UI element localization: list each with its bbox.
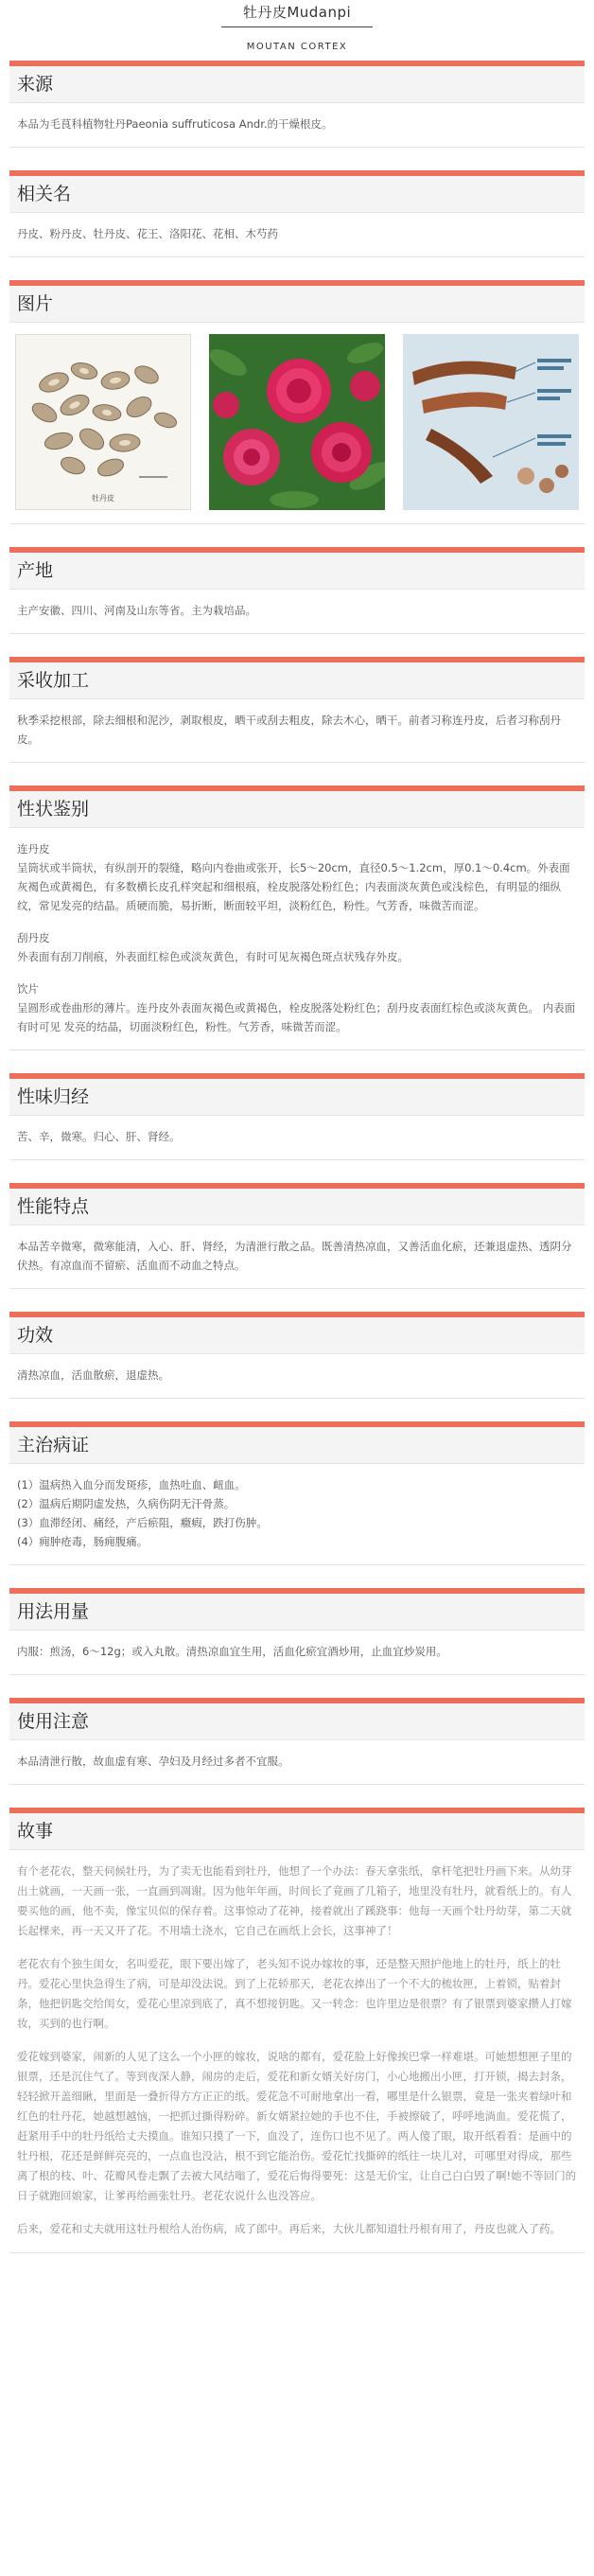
section-text: 本品为毛茛科植物牡丹Paeonia suffruticosa Andr.的干燥根皮。	[9, 103, 585, 148]
section-heading: 用法用量	[9, 1594, 585, 1631]
paragraph-title: 饮片	[17, 982, 39, 996]
section-usage	[9, 1588, 585, 1675]
section-source	[9, 61, 585, 148]
section-heading: 图片	[9, 286, 585, 323]
section-nature	[9, 1073, 585, 1160]
identification-paragraph	[17, 928, 577, 966]
root-bark-diagram-image[interactable]	[403, 334, 579, 510]
section-heading: 来源	[9, 66, 585, 103]
section-heading: 性能特点	[9, 1189, 585, 1226]
section-text: 内服：煎汤，6～12g；或入丸散。清热凉血宜生用，活血化瘀宜酒炒用，止血宜炒炭用。	[9, 1631, 585, 1675]
paragraph-text: 外表面有刮刀削痕，外表面红棕色或淡灰黄色，有时可见灰褐色斑点状残存外皮。	[17, 950, 409, 963]
story-paragraph: 后来，爱花和丈夫就用这牡丹根给人治伤病，成了郎中。再后来，大伙儿都知道牡丹根有用了，丹皮也就入了药。	[17, 2222, 561, 2235]
page-subtitle: MOUTAN CORTEX	[246, 42, 348, 52]
title-divider	[221, 26, 373, 27]
section-heading: 主治病证	[9, 1427, 585, 1464]
paragraph-title: 连丹皮	[17, 842, 50, 856]
image-caption: 牡丹皮	[92, 494, 114, 503]
section-characteristics	[9, 1183, 585, 1289]
section-heading: 相关名	[9, 176, 585, 213]
identification-paragraph	[17, 979, 577, 1036]
list-item: (4）痈肿疮毒，肠痈腹痛。	[17, 1535, 148, 1548]
story-paragraph: 有个老花农，整天伺候牡丹，为了卖无也能看到牡丹，他想了一个办法：春天拿张纸，拿杆笔把牡丹画下来。从幼芽出土就画，一天画一张，一直画到凋谢。因为他年年画，时间长了竟画了几箱子，地里没有牡丹，就看纸上的。有人要买他的画，他不卖，像宝贝似的保存着。这事惊动了花神，接着就出了蹊跷事：他每一天画个牡丹幼芽，第二天就长起棵来，再一天又开了花。不用墙土浇水，它自己在画纸上会长，这事神了！	[17, 1864, 572, 1937]
section-harvest	[9, 657, 585, 763]
section-text: 主产安徽、四川、河南及山东等省。主为栽培品。	[9, 590, 585, 634]
section-caution	[9, 1698, 585, 1785]
section-origin	[9, 547, 585, 634]
section-images	[9, 280, 585, 524]
section-heading: 性状鉴别	[9, 791, 585, 828]
section-text: 苦、辛，微寒。归心、肝、肾经。	[9, 1116, 585, 1160]
section-heading: 性味归经	[9, 1079, 585, 1116]
section-body	[9, 1464, 585, 1565]
section-body	[9, 1850, 585, 2253]
story-paragraph: 老花农有个独生闺女，名叫爱花，眼下要出嫁了，老头知不说办嫁妆的事，还是整天照护他地上的牡丹，纸上的牡丹。爱花心里快急得生了病，可是却没法说。到了上花轿那天，老花农捧出了一个不大的梳妆匣，上着锁，贴着封条，他把钥匙交给闺女，爱花心里凉到底了，真不想接钥匙。又一转念：也许里边是很票？有了银票到婆家攒人打嫁妆，买到的也行啊。	[17, 1957, 572, 2030]
section-heading: 使用注意	[9, 1703, 585, 1740]
page-header	[0, 0, 594, 61]
list-item: (2）温病后期阴虚发热，久病伤阴无汗骨蒸。	[17, 1497, 236, 1510]
paragraph-text: 呈圆形或卷曲形的薄片。连丹皮外表面灰褐色或黄褐色，栓皮脱落处粉红色；刮丹皮表面红棕色或淡灰黄色。 内表面有时可见 发亮的结晶，切面淡粉红色，粉性。气芳香，味微苦而涩。	[17, 1001, 576, 1033]
page-title: 牡丹皮Mudanpi	[242, 4, 352, 21]
section-heading: 产地	[9, 553, 585, 590]
section-body	[9, 828, 585, 1050]
paragraph-title: 刮丹皮	[17, 931, 50, 944]
section-text: 本品清泄行散，故血虚有寒、孕妇及月经过多者不宜服。	[9, 1740, 585, 1785]
peony-flowers-photo-image[interactable]	[209, 334, 385, 510]
story-paragraph: 爱花嫁到婆家，闹新的人见了这么一个小匣的嫁妆，说啥的都有，爱花脸上好像挨巴掌一样难堪。可她想想匣子里的银票，还是沉住气了。等到夜深人静，闹房的走后，爱花和新女婿关好房门，小心地搬出小匣，打开锁，揭去封条，轻轻掀开盖细瞅，里面是一叠折得方方正正的纸。爱花急不可耐地拿出一看，哪里是什么银票，竟是一张夹着绿叶和红色的牡丹花，她越想越恼，一把抓过撕得粉碎。新女婿紧拉她的手也不住，手被擦破了，呼呼地淌血。爱花慌了，赶紧用手中的牡丹纸给丈夫摸血。谁知只摸了一下，血没了，连伤口也不见了。两人傻了眼，取开纸看看：是画中的牡丹根，花还是鲜鲜亮亮的，一点血也没沾，根不到它能治伤。爱花忙找撕碎的纸往一块儿对，可哪里对得成，那些离了根的枝、叶、花瓣风卷走飘了去被大风结嗡了，爱花后悔得要死：这是无价宝，让自己白白毁了啊!她不等回门的日子就跑回娘家，让爹再给画张牡丹。老花农说什么也没答应。	[17, 2050, 577, 2202]
dried-root-bark-slices-image[interactable]	[15, 334, 191, 510]
section-heading: 采收加工	[9, 662, 585, 699]
list-item: (1）温病热入血分而发斑疹，血热吐血、衄血。	[17, 1478, 246, 1491]
section-effects	[9, 1312, 585, 1399]
identification-paragraph	[17, 839, 577, 915]
paragraph-text: 呈筒状或半筒状，有纵剖开的裂缝，略向内卷曲或张开，长5～20cm，直径0.5～1.2cm，厚0.1～0.4cm。外表面灰褐色或黄褐色，有多数横长皮孔样突起和细根痕，栓皮脱落处粉红色；内表面淡灰黄色或浅棕色，有明显的细纵纹，常见发亮的结晶。质硬而脆，易折断，断面较平坦，淡粉红色，粉性。气芳香，味微苦而涩。	[17, 861, 570, 912]
section-heading: 故事	[9, 1813, 585, 1850]
list-item: (3）血滞经闭、痛经，产后瘀阻，癥瘕，跌打伤肿。	[17, 1516, 268, 1529]
section-names	[9, 170, 585, 257]
section-story	[9, 1808, 585, 2253]
section-text: 本品苦辛微寒，微寒能清，入心、肝、肾经，为清泄行散之品。既善清热凉血，又善活血化瘀，还兼退虚热、透阴分伏热。有凉血而不留瘀、活血而不动血之特点。	[9, 1226, 585, 1289]
image-gallery	[9, 323, 585, 524]
section-identification	[9, 785, 585, 1050]
section-text: 清热凉血，活血散瘀，退虚热。	[9, 1354, 585, 1399]
section-text: 秋季采挖根部，除去细根和泥沙，剥取根皮，晒干或刮去粗皮，除去木心，晒干。前者习称连丹皮，后者习称刮丹皮。	[9, 699, 585, 763]
section-indications	[9, 1421, 585, 1565]
section-heading: 功效	[9, 1317, 585, 1354]
section-text: 丹皮、粉丹皮、牡丹皮、花王、洛阳花、花相、木芍药	[9, 213, 585, 257]
